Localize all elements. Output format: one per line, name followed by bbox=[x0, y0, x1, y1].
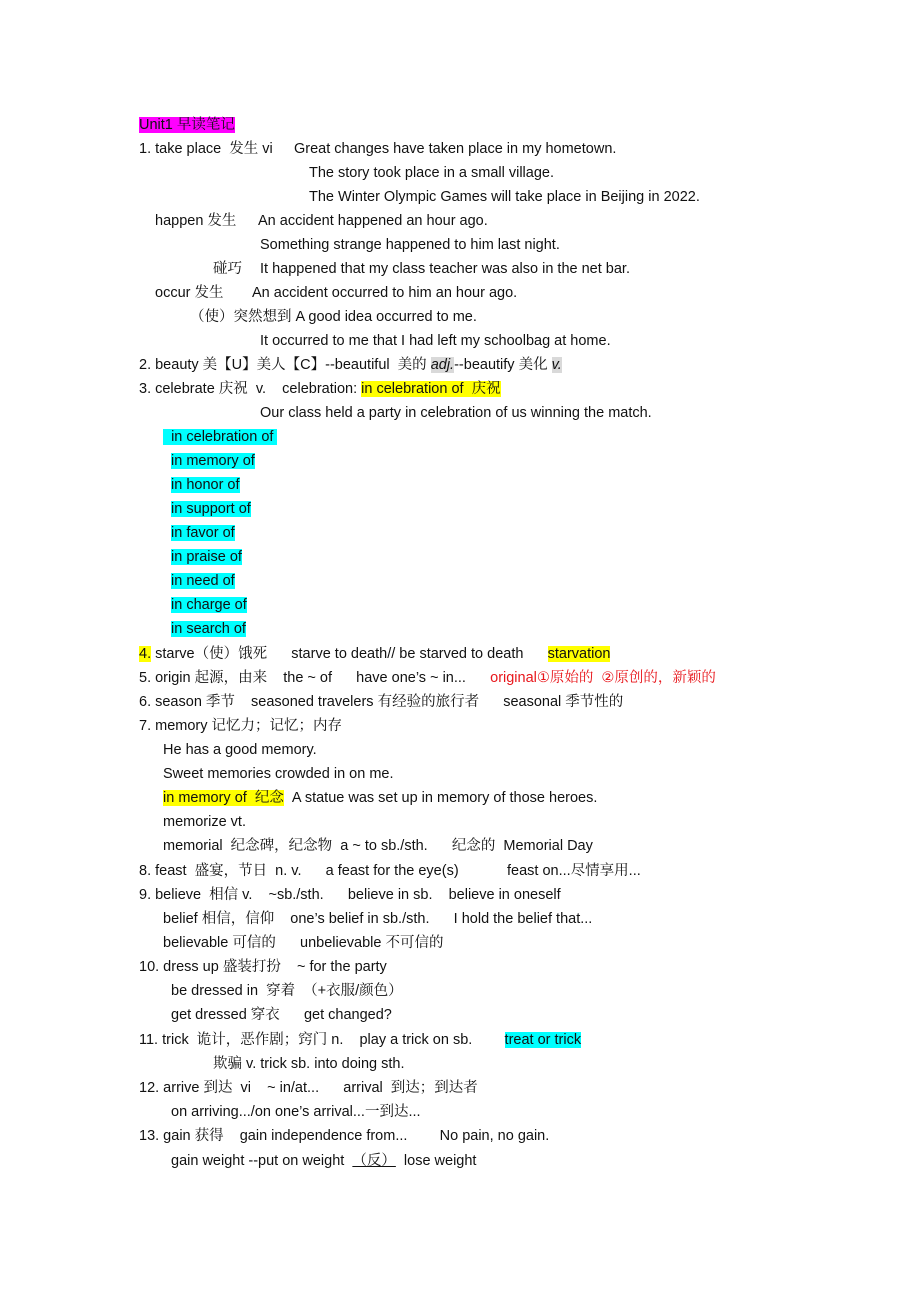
item-1-example-3: The Winter Olympic Games will take place in Beijing in 2022. bbox=[309, 189, 700, 205]
item-9-belief: belief 相信，信仰 one’s belief in sb./sth. I hold the belief that... bbox=[163, 911, 593, 927]
occur-label: occur 发生 bbox=[155, 285, 224, 301]
phrase-item: in celebration of bbox=[163, 428, 277, 446]
item-7-example-1: He has a good memory. bbox=[163, 742, 317, 758]
item-11-deceive: 欺骗 v. trick sb. into doing sth. bbox=[213, 1056, 405, 1072]
item-12-on-arriving: on arriving.../on one’s arrival...一到达... bbox=[171, 1104, 421, 1120]
phrase-item: in honor of bbox=[171, 477, 240, 493]
occur-example-2: It occurred to me that I had left my schoolbag at home. bbox=[260, 333, 611, 349]
happen-example-1: An accident happened an hour ago. bbox=[258, 213, 488, 229]
item-7-memorial: memorial 纪念碑，纪念物 a ~ to sb./sth. 纪念的 Memorial Day bbox=[163, 838, 593, 854]
occur-sense: （使）突然想到 A good idea occurred to me. bbox=[190, 309, 477, 325]
item-7-heading: 7. memory 记忆力；记忆；内存 bbox=[139, 718, 343, 734]
item-12-heading: 12. arrive 到达 vi ~ in/at... arrival 到达；到达者 bbox=[139, 1080, 478, 1096]
item-11-heading: 11. trick 诡计，恶作剧；窍门 n. play a trick on sb. treat or trick bbox=[139, 1032, 582, 1048]
phrase-item: in search of bbox=[171, 621, 246, 637]
happen-example-3: It happened that my class teacher was also in the net bar. bbox=[260, 261, 630, 277]
item-1-heading: 1. take place 发生 vi bbox=[139, 141, 273, 157]
item-8: 8. feast 盛宴，节日 n. v. a feast for the eye(s) feast on...尽情享用... bbox=[139, 863, 641, 879]
item-4: 4. starve（使）饿死 starve to death// be starved to death starvation bbox=[139, 646, 611, 662]
phrase-item: in support of bbox=[171, 501, 251, 517]
item-6: 6. season 季节 seasoned travelers 有经验的旅行者 seasonal 季节性的 bbox=[139, 694, 624, 710]
item-9-heading: 9. believe 相信 v. ~sb./sth. believe in sb. believe in oneself bbox=[139, 887, 561, 903]
item-7-phrase: in memory of 纪念 A statue was set up in memory of those heroes. bbox=[163, 790, 598, 806]
item-2: 2. beauty 美【U】美人【C】--beautiful 美的 adj.--beautify 美化 v. bbox=[139, 357, 562, 373]
item-10-dressed: be dressed in 穿着 （+衣服/颜色） bbox=[171, 983, 403, 999]
item-10-get-dressed: get dressed 穿衣 get changed? bbox=[171, 1007, 392, 1023]
item-1-example-2: The story took place in a small village. bbox=[309, 165, 554, 181]
phrase-item: in need of bbox=[171, 573, 235, 589]
page-title: Unit1 早读笔记 bbox=[139, 117, 235, 133]
item-13-weight: gain weight --put on weight （反） lose weight bbox=[171, 1153, 477, 1169]
item-7-memorize: memorize vt. bbox=[163, 814, 246, 830]
item-5: 5. origin 起源，由来 the ~ of have one’s ~ in... original①原始的 ②原创的，新颖的 bbox=[139, 670, 716, 686]
item-1-example-1: Great changes have taken place in my hometown. bbox=[294, 141, 617, 157]
item-3: 3. celebrate 庆祝 v. celebration: in celebration of 庆祝 bbox=[139, 381, 501, 397]
item-10-heading: 10. dress up 盛装打扮 ~ for the party bbox=[139, 959, 387, 975]
phrase-item: in memory of bbox=[171, 453, 255, 469]
item-13-heading: 13. gain 获得 gain independence from... No pain, no gain. bbox=[139, 1128, 550, 1144]
phrase-item: in charge of bbox=[171, 597, 247, 613]
happen-sense-coincide: 碰巧 bbox=[213, 261, 242, 277]
occur-example-1: An accident occurred to him an hour ago. bbox=[252, 285, 518, 301]
phrase-item: in praise of bbox=[171, 549, 242, 565]
item-3-example: Our class held a party in celebration of us winning the match. bbox=[260, 405, 652, 421]
item-7-example-2: Sweet memories crowded in on me. bbox=[163, 766, 394, 782]
happen-example-2: Something strange happened to him last night. bbox=[260, 237, 560, 253]
phrase-item: in favor of bbox=[171, 525, 235, 541]
item-9-believable: believable 可信的 unbelievable 不可信的 bbox=[163, 935, 444, 951]
happen-label: happen 发生 bbox=[155, 213, 237, 229]
